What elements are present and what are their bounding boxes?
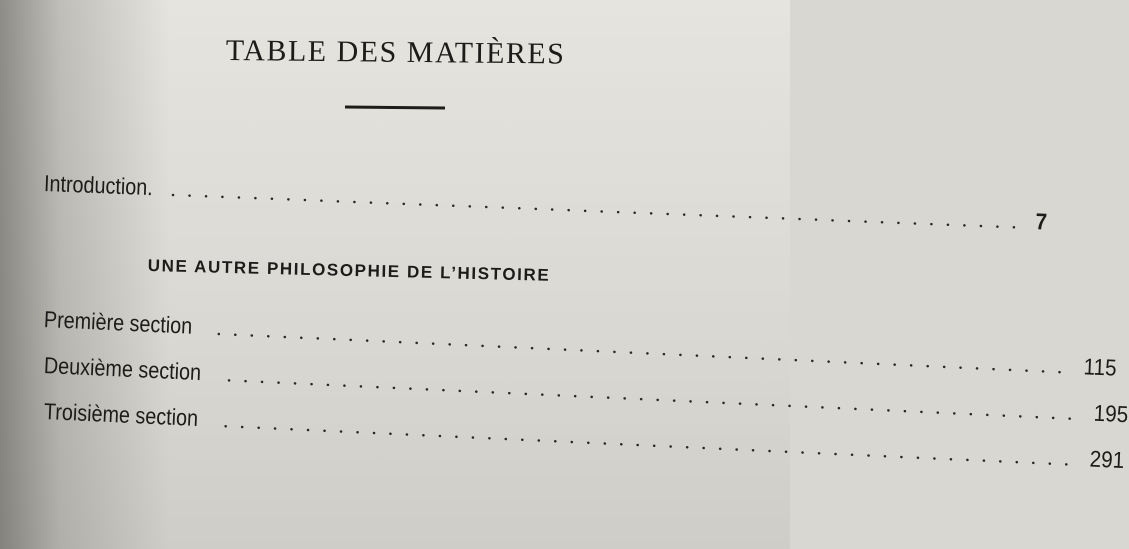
section-heading: UNE AUTRE PHILOSOPHIE DE L’HISTOIRE bbox=[147, 256, 551, 285]
page-title: TABLE DES MATIÈRES bbox=[225, 34, 566, 71]
toc-entry-page: 291 bbox=[1089, 445, 1126, 474]
toc-leader-dots: .................................................... bbox=[215, 314, 1075, 379]
toc-leader-dots: .................................................... bbox=[222, 407, 1081, 472]
toc-entry-page: 115 bbox=[1082, 353, 1117, 381]
toc-entry-page: 195 bbox=[1093, 399, 1129, 428]
toc-leader-dots: .................................................... bbox=[226, 361, 1085, 426]
toc-entry-label: Troisième section bbox=[43, 398, 199, 431]
toc-entry-label: Deuxième section bbox=[43, 352, 202, 386]
toc-entry-label: Introduction. bbox=[43, 170, 154, 201]
toc-entry-label: Première section bbox=[43, 306, 193, 339]
toc-entry-page: 7 bbox=[1034, 208, 1048, 235]
toc-leader-dots: .................................................... bbox=[170, 175, 1029, 234]
title-divider bbox=[345, 105, 445, 109]
